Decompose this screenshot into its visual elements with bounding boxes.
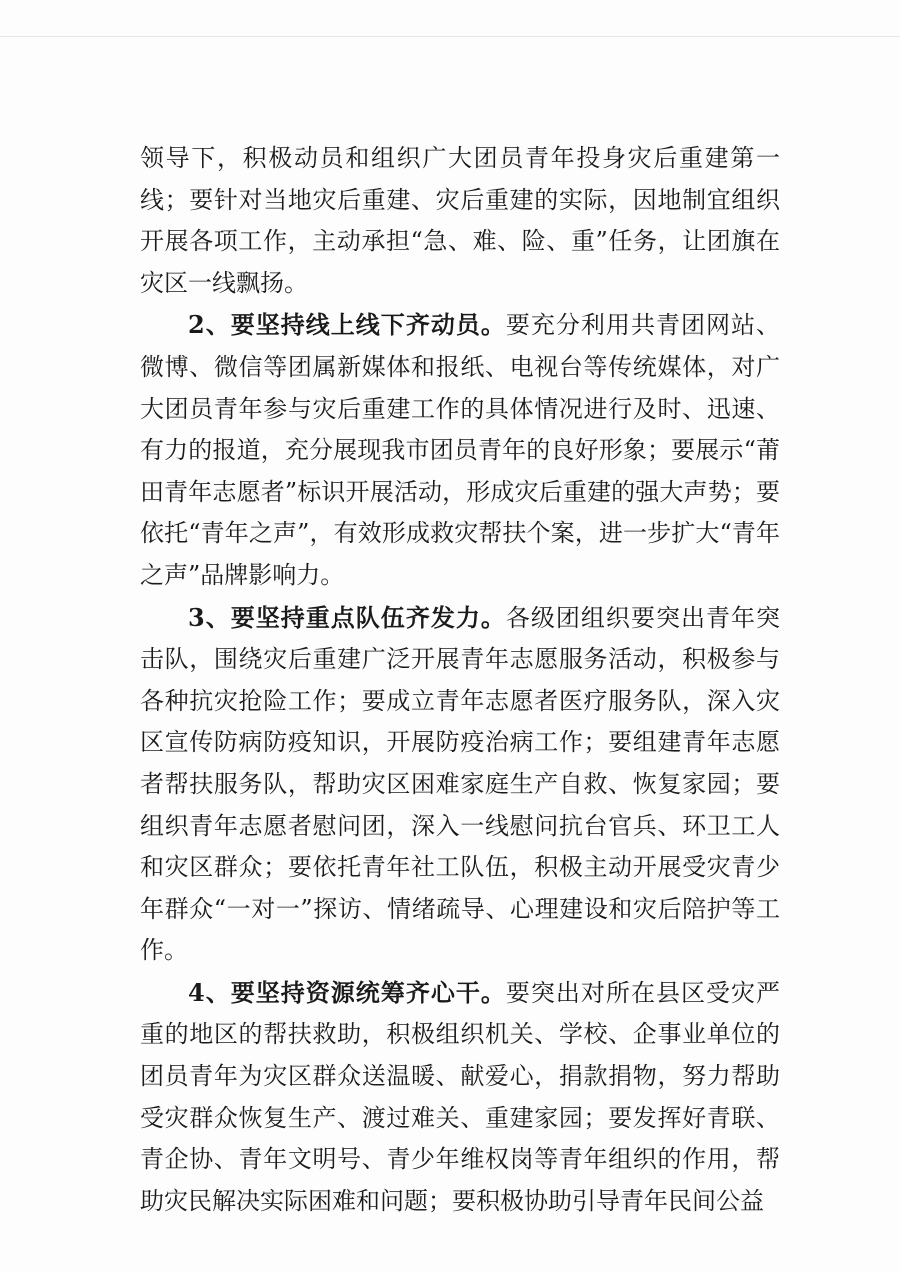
document-body (140, 138, 780, 1222)
paragraph-item-2 (140, 304, 780, 596)
paragraph-text: 要充分利用共青团网站、微博、微信等团属新媒体和报纸、电视台等传统媒体，对广大团员青年参与灾后重建工作的具体情况进行及时、迅速、有力的报道，充分展现我市团员青年的良好形象；要展示“莆田青年志愿者”标识开展活动，形成灾后重建的强大声势；要依托“青年之声”，有效形成救灾帮扶个案，进一步扩大“青年之声”品牌影响力。 (140, 311, 781, 589)
paragraph-item-3 (140, 597, 780, 972)
paragraph-heading: 3、要坚持重点队伍齐发力。 (188, 602, 506, 632)
paragraph-text: 要突出对所在县区受灾严重的地区的帮扶救助，积极组织机关、学校、企事业单位的团员青年为灾区群众送温暖、献爱心，捐款捐物，努力帮助受灾群众恢复生产、渡过难关、重建家园；要发挥好青联、青企协、青年文明号、青少年维权岗等青年组织的作用，帮助灾民解决实际困难和问题；要积极协助引导青年民间公益 (140, 978, 781, 1215)
paragraph-heading: 2、要坚持线上线下齐动员。 (188, 310, 506, 340)
paragraph-continuation (140, 138, 780, 304)
paragraph-item-4 (140, 972, 780, 1223)
paragraph-text: 领导下，积极动员和组织广大团员青年投身灾后重建第一线；要针对当地灾后重建、灾后重建的实际，因地制宜组织开展各项工作，主动承担“急、难、险、重”任务，让团旗在灾区一线飘扬。 (140, 144, 780, 297)
paragraph-heading: 4、要坚持资源统筹齐心干。 (188, 977, 506, 1007)
scan-edge-line (0, 36, 900, 37)
paragraph-text: 各级团组织要突出青年突击队，围绕灾后重建广泛开展青年志愿服务活动，积极参与各种抗灾抢险工作；要成立青年志愿者医疗服务队，深入灾区宣传防病防疫知识，开展防疫治病工作；要组建青年志愿者帮扶服务队，帮助灾区困难家庭生产自救、恢复家园；要组织青年志愿者慰问团，深入一线慰问抗台官兵、环卫工人和灾区群众；要依托青年社工队伍，积极主动开展受灾青少年群众“一对一”探访、情绪疏导、心理建设和灾后陪护等工作。 (140, 603, 781, 965)
